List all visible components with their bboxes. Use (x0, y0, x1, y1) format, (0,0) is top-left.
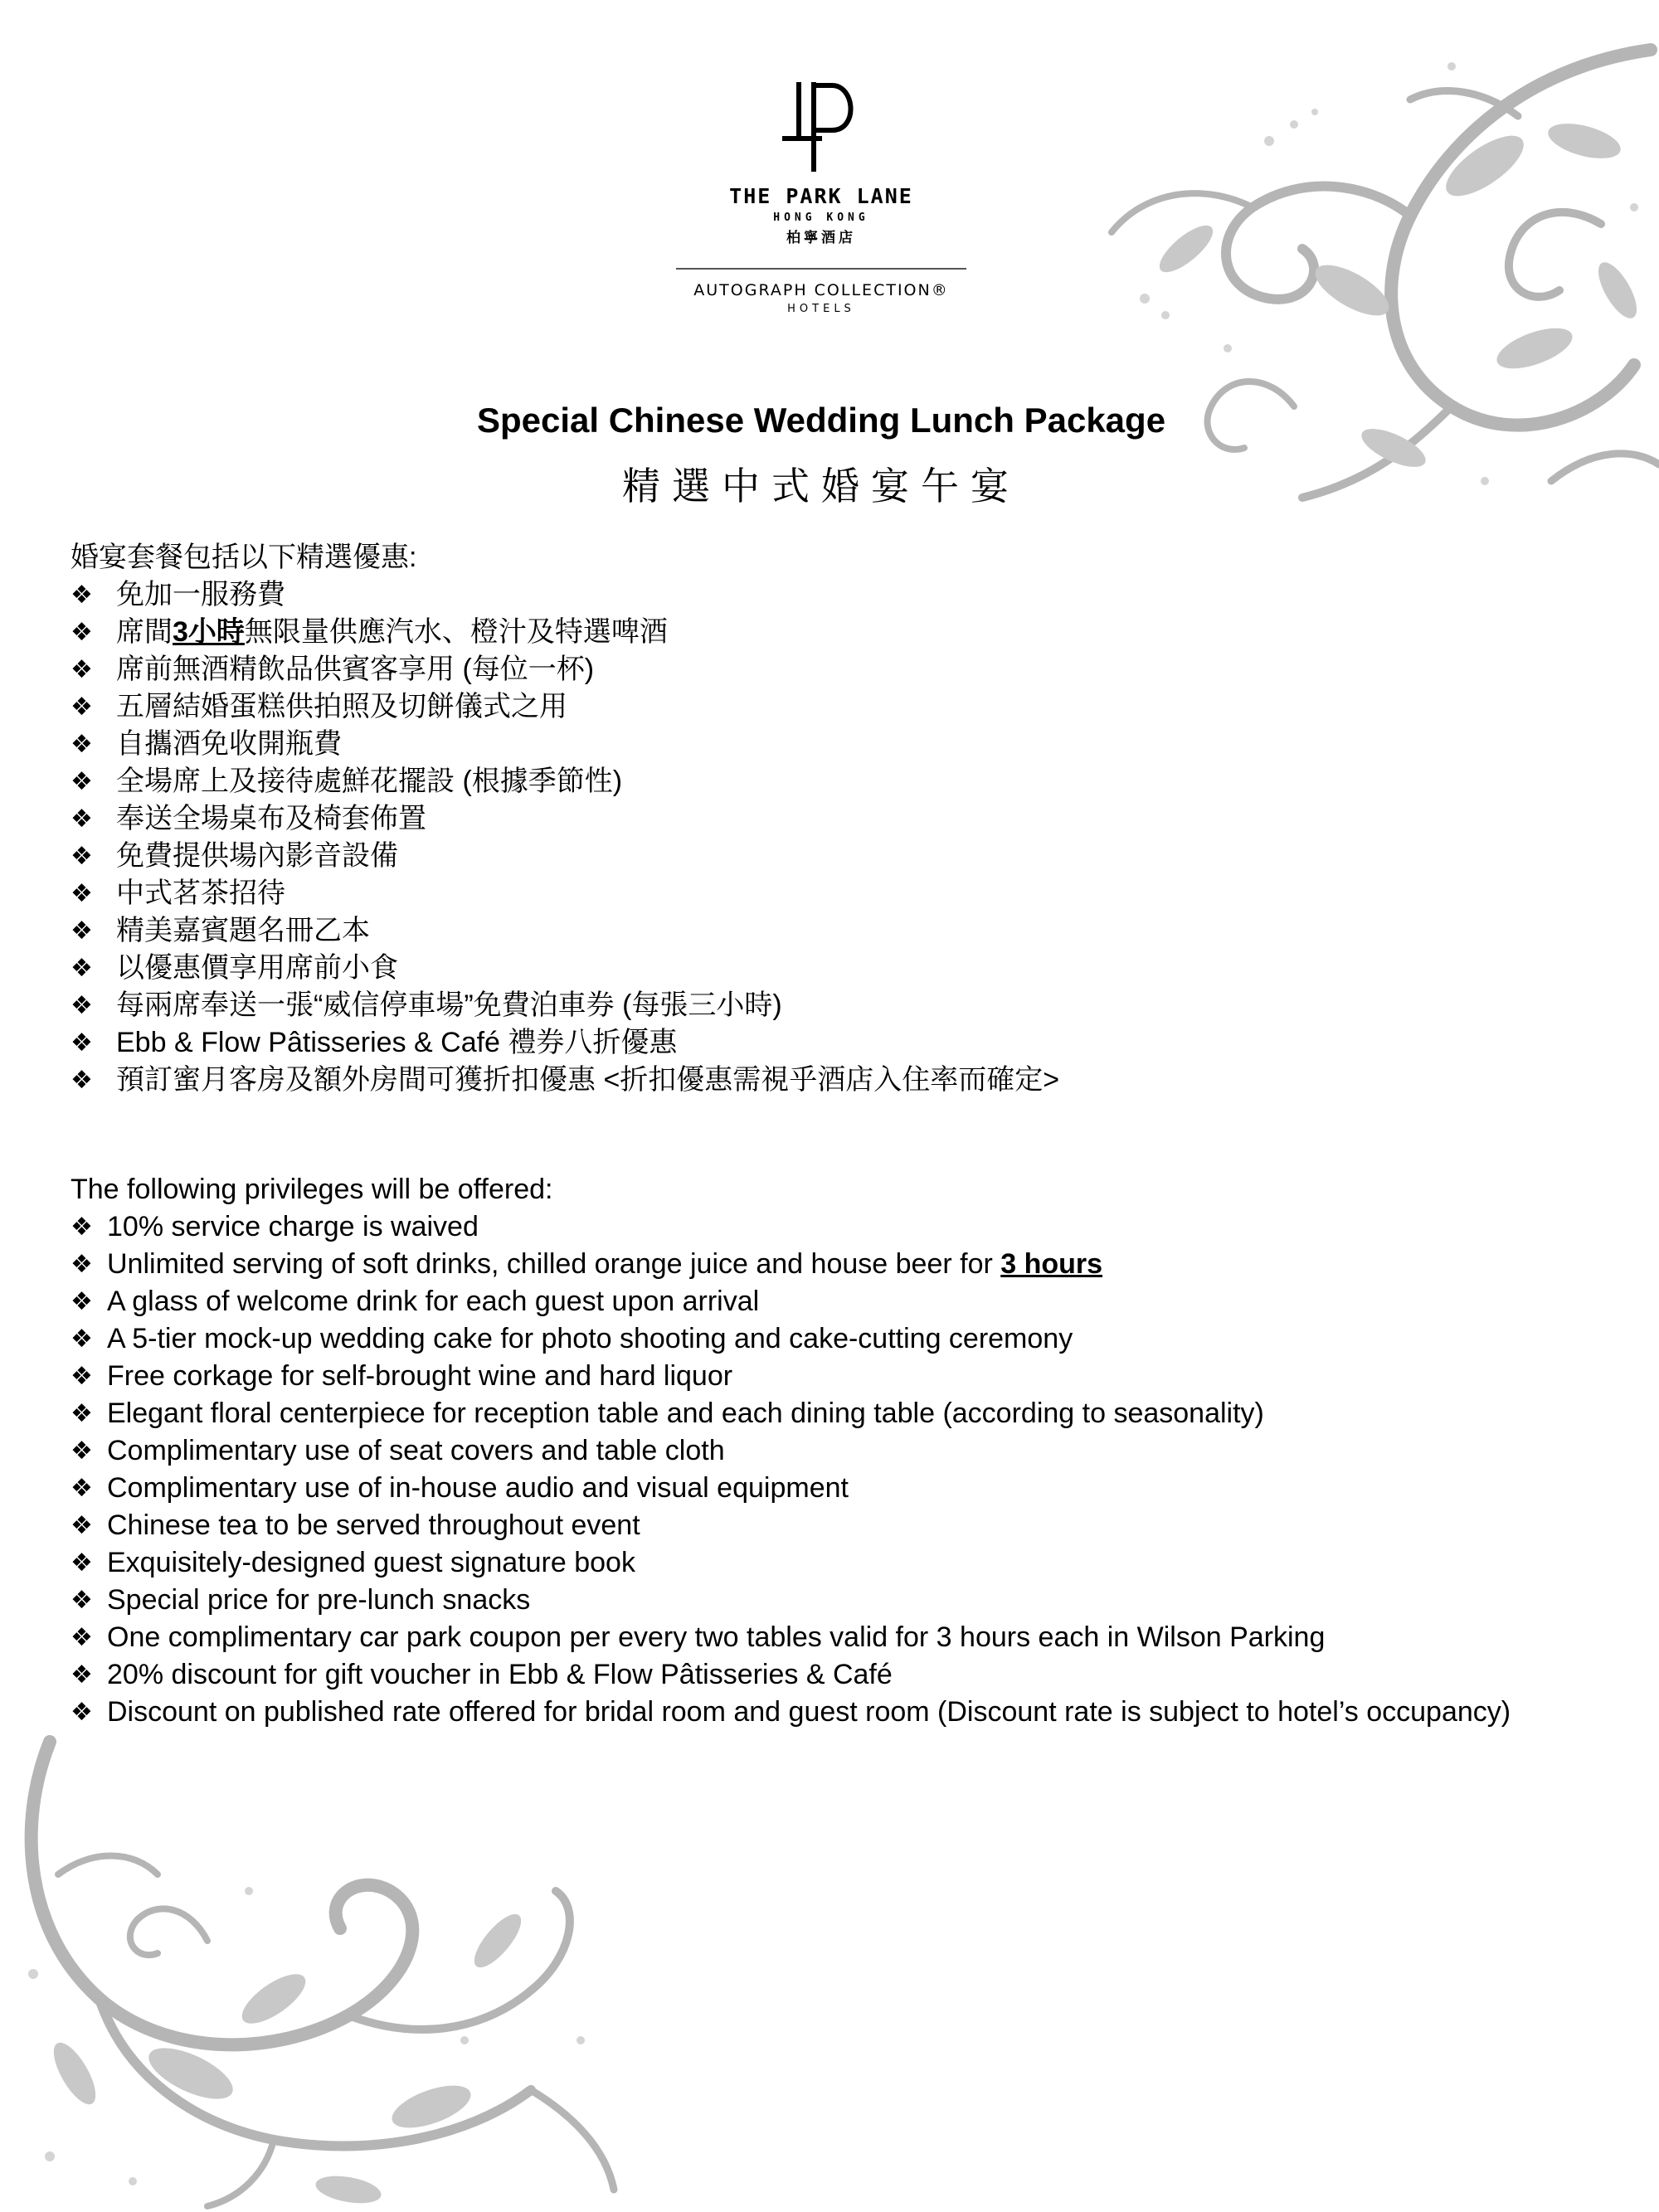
hotel-city: HONG KONG (773, 211, 869, 224)
bullet-icon: ❖ (71, 917, 93, 945)
bullet-icon: ❖ (71, 581, 93, 609)
bullet-icon: ❖ (71, 619, 93, 646)
bullet-icon: ❖ (71, 1624, 93, 1651)
bullet-icon: ❖ (71, 1400, 93, 1427)
bullet-icon: ❖ (71, 1587, 93, 1614)
bullet-icon: ❖ (71, 1325, 93, 1353)
package-title-chinese: 精選中式婚宴午宴 (622, 464, 1020, 508)
list-item-text: 全場席上及接待處鮮花擺設 (根據季節性) (116, 766, 623, 797)
list-item (71, 1395, 1588, 1432)
list-item-text: 精美嘉賓題名冊乙本 (116, 915, 370, 946)
hotel-name: THE PARK LANE (729, 184, 913, 208)
list-item-text: 10% service charge is waived (107, 1211, 479, 1242)
list-item (71, 614, 1588, 651)
list-item-text: Chinese tea to be served throughout event (107, 1510, 640, 1541)
bullet-icon: ❖ (71, 1699, 93, 1726)
list-item (71, 1320, 1588, 1358)
list-item-text: 20% discount for gift voucher in Ebb & Flow Pâtisseries & Café (107, 1659, 893, 1690)
list-item (71, 950, 1588, 987)
list-item-text: Ebb & Flow Pâtisseries & Café 禮券八折優惠 (116, 1027, 678, 1058)
list-item (71, 875, 1588, 912)
list-item (71, 1024, 1588, 1062)
list-item-text: 免費提供場內影音設備 (116, 840, 398, 872)
bullet-icon: ❖ (71, 880, 93, 907)
list-item (71, 1470, 1588, 1507)
list-item-text: Discount on published rate offered for bridal room and guest room (Discount rate is subject to hotel’s occupancy) (107, 1696, 1511, 1728)
autograph-collection: AUTOGRAPH COLLECTION® (693, 281, 949, 299)
list-item (71, 1432, 1588, 1470)
english-privileges-section (71, 1171, 1588, 1731)
chinese-intro: 婚宴套餐包括以下精選優惠: (71, 542, 417, 573)
list-item-text: Elegant floral centerpiece for reception table and each dining table (according to seasonality) (107, 1398, 1264, 1429)
list-item (71, 800, 1588, 838)
bullet-icon: ❖ (71, 656, 93, 683)
list-item-text: 以優惠價享用席前小食 (116, 952, 398, 984)
bullet-icon: ❖ (71, 992, 93, 1019)
bullet-icon: ❖ (71, 1661, 93, 1689)
list-item-text: A glass of welcome drink for each guest upon arrival (107, 1286, 760, 1317)
list-item (71, 1283, 1588, 1320)
list-item-text-after: 無限量供應汽水、橙汁及特選啤酒 (244, 616, 668, 648)
bullet-icon: ❖ (71, 843, 93, 870)
list-item (71, 1656, 1588, 1694)
bullet-icon: ❖ (71, 1029, 93, 1057)
list-item-text: 中式茗茶招待 (116, 878, 285, 909)
bullet-icon: ❖ (71, 1475, 93, 1502)
list-item (71, 1246, 1588, 1283)
list-item-text: One complimentary car park coupon per every two tables valid for 3 hours each in Wilson Parking (107, 1621, 1326, 1653)
bullet-icon: ❖ (71, 1363, 93, 1390)
bullet-icon: ❖ (71, 1437, 93, 1465)
list-item-text: 免加一服務費 (116, 579, 285, 610)
list-item (71, 1694, 1588, 1731)
list-item (71, 1619, 1588, 1656)
list-item-emphasis: 3小時 (173, 616, 245, 648)
bullet-icon: ❖ (71, 768, 93, 795)
list-item-emphasis: 3 hours (1000, 1248, 1103, 1280)
list-item (71, 576, 1588, 614)
bullet-icon: ❖ (71, 693, 93, 721)
list-item-text: 每兩席奉送一張“威信停車場”免費泊車券 (每張三小時) (116, 989, 782, 1021)
chinese-privileges-list (71, 576, 1588, 1099)
list-item-text: 預訂蜜月客房及額外房間可獲折扣優惠 <折扣優惠需視乎酒店入住率而確定> (116, 1064, 1060, 1096)
list-item (71, 1208, 1588, 1246)
bullet-icon: ❖ (71, 1251, 93, 1278)
list-item-text: Special price for pre-lunch snacks (107, 1584, 531, 1616)
bullet-icon: ❖ (71, 955, 93, 982)
list-item (71, 1544, 1588, 1582)
list-item-text-before: 席間 (116, 616, 173, 648)
list-item (71, 1062, 1588, 1099)
list-item (71, 1358, 1588, 1395)
bullet-icon: ❖ (71, 1549, 93, 1577)
park-lane-monogram-icon (776, 79, 867, 174)
list-item-text: A 5-tier mock-up wedding cake for photo shooting and cake-cutting ceremony (107, 1323, 1073, 1354)
list-item (71, 1507, 1588, 1544)
hotel-chinese-name: 柏寧酒店 (786, 230, 856, 246)
chinese-privileges-section (71, 539, 1588, 1099)
list-item (71, 838, 1588, 875)
bullet-icon: ❖ (71, 1512, 93, 1539)
list-item-text: 自攜酒免收開瓶費 (116, 728, 342, 760)
list-item-text: Complimentary use of in-house audio and visual equipment (107, 1472, 849, 1504)
list-item-text: Complimentary use of seat covers and table cloth (107, 1435, 725, 1466)
package-title-english: Special Chinese Wedding Lunch Package (476, 401, 1166, 440)
list-item (71, 763, 1588, 800)
list-item-text: 奉送全場桌布及椅套佈置 (116, 803, 426, 834)
list-item (71, 1582, 1588, 1619)
bullet-icon: ❖ (71, 731, 93, 758)
floral-ornament-bottom-left (0, 1725, 639, 2212)
bullet-icon: ❖ (71, 805, 93, 833)
logo-divider (676, 268, 966, 270)
hotel-logo (664, 79, 979, 315)
list-item-text: 席前無酒精飲品供賓客享用 (每位一杯) (116, 654, 595, 685)
list-item (71, 912, 1588, 950)
list-item-text-before: Unlimited serving of soft drinks, chilled orange juice and house beer for (107, 1248, 1001, 1280)
english-privileges-list (71, 1208, 1588, 1731)
list-item-text: Exquisitely-designed guest signature book (107, 1547, 635, 1578)
bullet-icon: ❖ (71, 1067, 93, 1094)
list-item (71, 651, 1588, 688)
list-item (71, 688, 1588, 726)
list-item-text: 五層結婚蛋糕供拍照及切餅儀式之用 (116, 691, 567, 722)
list-item (71, 987, 1588, 1024)
autograph-collection-hotels: HOTELS (787, 303, 855, 315)
english-intro: The following privileges will be offered: (71, 1174, 553, 1205)
list-item (71, 726, 1588, 763)
bullet-icon: ❖ (71, 1213, 93, 1241)
list-item-text: Free corkage for self-brought wine and hard liquor (107, 1360, 733, 1392)
bullet-icon: ❖ (71, 1288, 93, 1315)
